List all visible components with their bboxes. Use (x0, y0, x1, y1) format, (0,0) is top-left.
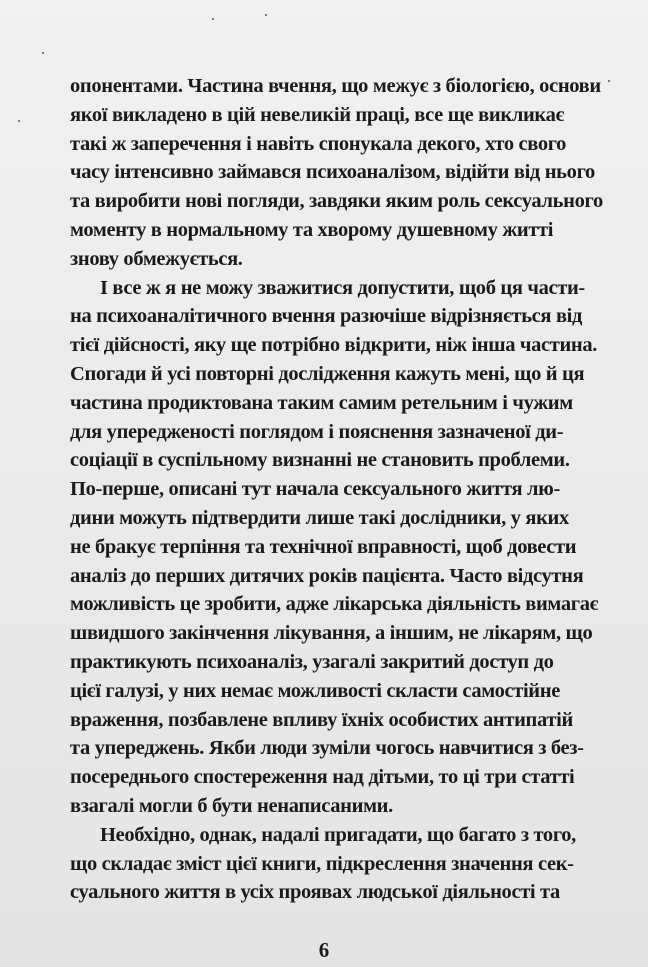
text-line: тієї дійсності, яку ще потрібно відкрити, ніж інша частина. (70, 334, 598, 357)
text-line: практикують психоаналіз, узагалі закритий доступ до (70, 650, 554, 673)
text-line: дини можуть підтвердити лише такі дослідники, у яких (70, 506, 569, 529)
paragraph-start-line: Необхідно, однак, надалі пригадати, що багато з того, (100, 823, 576, 846)
text-line: якої викладено в цій невеликій праці, все ще викликає (70, 103, 564, 126)
text-line: на психоаналітичного вчення разючіше відрізняється від (70, 305, 583, 328)
body-text (70, 72, 618, 907)
paragraph-start-line: І все ж я не можу зважитися допустити, щоб ця части- (100, 276, 585, 299)
scan-speck (265, 14, 267, 16)
text-line: суального життя в усіх проявах людської діяльності та (70, 881, 560, 904)
text-line: не бракує терпіння та технічної вправності, щоб довести (70, 535, 577, 558)
text-line: соціації в суспільному визнанні не становить проблеми. (70, 449, 570, 472)
scan-speck (212, 18, 214, 20)
scan-speck (18, 120, 20, 122)
text-line: що складає зміст цієї книги, підкреслення значення сек- (70, 852, 574, 875)
text-line: аналіз до перших дитячих років пацієнта. Часто відсутня (70, 564, 584, 587)
text-line: часу інтенсивно займався психоаналізом, відійти від нього (70, 161, 595, 184)
text-line: швидшого закінчення лікування, а іншим, не лікарям, що (70, 622, 593, 645)
page-number: 6 (318, 938, 330, 962)
text-line: враження, позбавлене впливу їхніх особистих антипатій (70, 708, 573, 731)
text-line: Спогади й усі повторні дослідження кажуть мені, що й ця (70, 362, 585, 385)
text-line: взагалі могли б бути ненаписаними. (70, 794, 393, 817)
text-line: для упередженості поглядом і пояснення зазначеної ди- (70, 420, 564, 443)
text-line: По-перше, описані тут начала сексуального життя лю- (70, 478, 560, 501)
text-line: посереднього спостереження над дітьми, то ці три статті (70, 766, 575, 789)
text-line: та виробити нові погляди, завдяки яким роль сексуального (70, 190, 603, 213)
scan-speck (608, 80, 610, 82)
text-line: моменту в нормальному та хворому душевному житті (70, 218, 554, 241)
scan-speck (42, 52, 44, 54)
text-line: знову обмежується. (70, 247, 243, 270)
text-line: цієї галузі, у них немає можливості скласти самостійне (70, 679, 560, 702)
text-line: опонентами. Частина вчення, що межує з біологією, основи (70, 75, 601, 97)
text-line: та упереджень. Якби люди зуміли чогось навчитися з без- (70, 737, 584, 760)
text-line: частина продиктована таким самим ретельним і чужим (70, 391, 573, 414)
text-line: можливість це зробити, адже лікарська діяльність вимагає (70, 593, 599, 616)
text-line: такі ж заперечення і навіть спонукала декого, хто свого (70, 132, 567, 155)
